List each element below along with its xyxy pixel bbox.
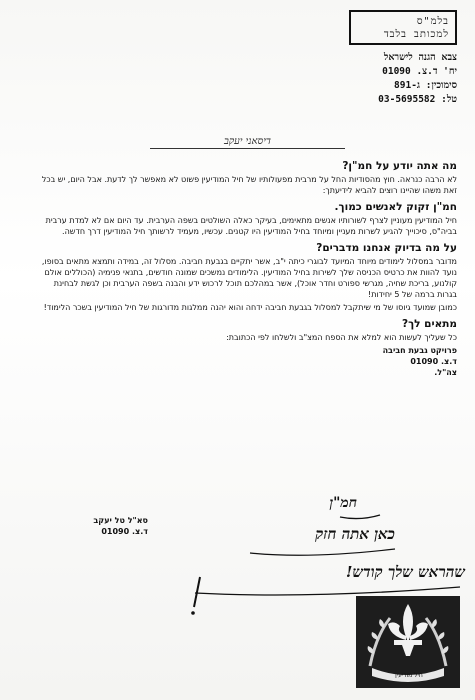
section-heading: על מה בדיוק אנחנו מדברים? (316, 242, 457, 254)
section-heading: מתאים לך? (402, 318, 457, 330)
reference-line: סימוכין: ג-891 (394, 80, 457, 91)
letter-body (37, 155, 457, 378)
classification-box (349, 10, 457, 45)
emblem-caption: חיל מודיעין (395, 672, 423, 679)
address-line: ד.צ. 01090 (410, 357, 457, 366)
section-heading: מה אתה יודע על חמ"ן? (342, 160, 457, 172)
signature-block (78, 515, 148, 537)
classification-line: בלמ"ס (416, 16, 449, 27)
letterhead (349, 10, 457, 107)
mailing-address (37, 345, 457, 378)
org-name: צבא הגנה לישראל (383, 52, 457, 63)
handwritten-line: חמ"ן (329, 495, 357, 511)
section-paragraph: מדובר במסלול לימודים מיוחד המיועד לבוגרי כיתה י"ב, אשר יתקיים בגבעת חביבה. מסלול זה, במידה ותמצא מתאים בסופו, נועד להוות את כרטיס הכניסה שלך לשירות בחיל המודיעין. הלימודים נמשכים שמונה חודשים, בתנאי פנימיה (הכוללים אולם קולנוע, בריכת שחיה, מגרשי ספורט וחדר אוכל), אשר במהלכם תוכל לרכוש ידע והבנה בשפה הערבית וכן לגשת לבחינת בגרות ברמה של 5 יחידות! (41, 257, 457, 299)
section-paragraph: כל שעליך לעשות הוא למלא את הספח המצ"ב ולשלחו לפי הכתובת: (226, 333, 457, 342)
phone-line: טל: 03-5695582 (378, 94, 457, 105)
recipient-name-field: דיסאני יעקב (150, 136, 345, 149)
signatory-name: סא"ל טל יעקב (93, 516, 148, 525)
handwritten-line: שהראש שלך קודש! (345, 563, 465, 581)
section-paragraph: כמובן שמועד גיוסו של מי שיתקבל למסלול בגבעת חביבה ידחה והוא יהנה ממלגות מדורגות של חיל המודיעין בשכר הלימוד! (43, 303, 457, 312)
handwritten-line: כאן אתה חזק (315, 525, 395, 543)
distribution-line: למכותב בלבד (383, 29, 449, 40)
signatory-unit: ד.צ. 01090 (101, 527, 148, 536)
section-paragraph: לא הרבה כנראה. חוץ מהסודיות החל על מרבית מפעולותיו של חיל המודיעין פשוט לא מאפשר לך לדעת. אבל היום, יש בכל זאת משהו שהיינו רוצים להביא לידיעתך: (41, 175, 457, 195)
section-paragraph: חיל המודיעין מעוניין לצרף לשורותיו אנשים מתאימים, בעיקר כאלה השולטים בשפה הערבית. עד היום אם לא למדת ערבית בביה"ס, סיכוייך להגיע לשרות מעניין ומיוחד בחיל המודיעין היו קטנים. עכשיו, מעמיד לרשותך חיל המודיעין דרך חדשה. (45, 216, 457, 236)
section-heading: חמ"ן זקוק לאנשים כמוך. (334, 201, 457, 213)
address-line: צה"ל. (434, 368, 457, 377)
unit-line: יח' ד.צ. 01090 (382, 66, 457, 77)
address-line: פרויקט גבעת חביבה (382, 346, 457, 355)
